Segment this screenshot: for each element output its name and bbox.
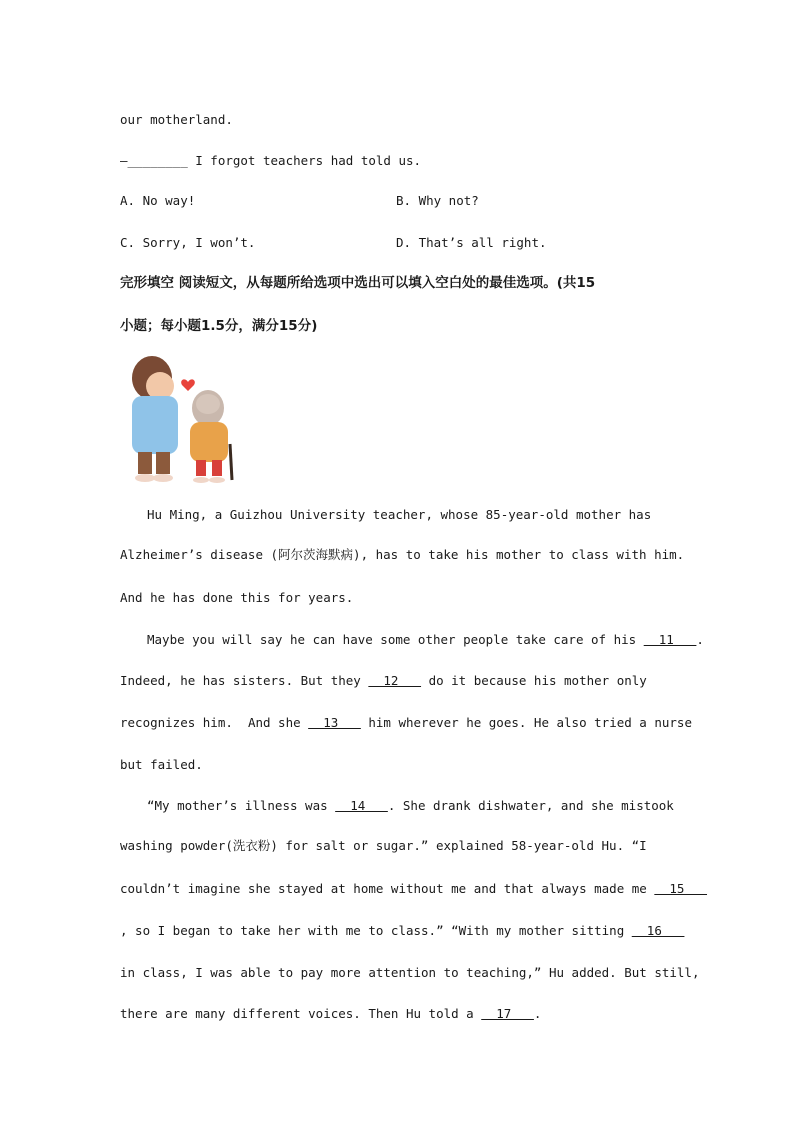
passage-line: [147, 798, 674, 814]
passage-text: him wherever he goes. He also tried a nurse: [360, 715, 692, 730]
passage-text: there are many different voices. Then Hu told a: [120, 1006, 482, 1021]
passage-line: [120, 715, 692, 731]
option-a: A. No way!: [120, 193, 196, 208]
passage-text: do it because his mother only: [421, 673, 647, 688]
option-b: B. Why not?: [396, 193, 479, 208]
passage-text: recognizes him.: [120, 715, 233, 730]
passage-text: , so I began to take her with me to class.” “With my mother sitting: [120, 923, 632, 938]
option-d: D. That’s all right.: [396, 235, 547, 250]
blank-11: 11: [643, 632, 697, 647]
passage-text: Indeed, he has sisters. But they: [120, 673, 369, 688]
text-line: —________ I forgot teachers had told us.: [120, 153, 422, 168]
passage-line: Alzheimer’s disease (阿尔茨海默病), has to take his mother to class with him.: [120, 547, 685, 562]
passage-line: [120, 673, 647, 689]
passage-line: [120, 923, 684, 939]
blank-15: 15: [654, 881, 708, 896]
passage-line: [147, 632, 704, 648]
passage-line: [120, 1006, 541, 1022]
passage-line: in class, I was able to pay more attention to teaching,” Hu added. But still,: [120, 965, 700, 980]
text-line: our motherland.: [120, 112, 233, 127]
son-and-mother-illustration: [126, 352, 238, 488]
blank-13: 13: [308, 715, 361, 730]
blank-12: 12: [368, 673, 422, 688]
passage-text: couldn’t imagine she stayed at home without me and that always made me: [120, 881, 655, 896]
passage-text: . She drank dishwater, and she mistook: [387, 798, 674, 813]
passage-line: washing powder(洗衣粉) for salt or sugar.” explained 58-year-old Hu. “I: [120, 838, 647, 853]
passage-line: [120, 881, 707, 897]
passage-line: Hu Ming, a Guizhou University teacher, whose 85-year-old mother has: [147, 507, 652, 522]
passage-line: but failed.: [120, 757, 203, 772]
section-heading: 小题；每小题1.5分，满分15分): [120, 318, 318, 334]
passage-text: Maybe you will say he can have some other people take care of his: [147, 632, 644, 647]
blank-17: 17: [481, 1006, 534, 1021]
option-c: C. Sorry, I won’t.: [120, 235, 256, 250]
section-heading: 完形填空 阅读短文，从每题所给选项中选出可以填入空白处的最佳选项。(共15: [120, 275, 596, 291]
passage-text: And she: [232, 715, 309, 730]
heart-icon: [181, 379, 195, 391]
passage-text: .: [696, 632, 704, 647]
blank-14: 14: [335, 798, 388, 813]
passage-text: .: [533, 1006, 542, 1021]
blank-16: 16: [631, 923, 685, 938]
passage-text: “My mother’s illness was: [147, 798, 336, 813]
passage-line: And he has done this for years.: [120, 590, 354, 605]
